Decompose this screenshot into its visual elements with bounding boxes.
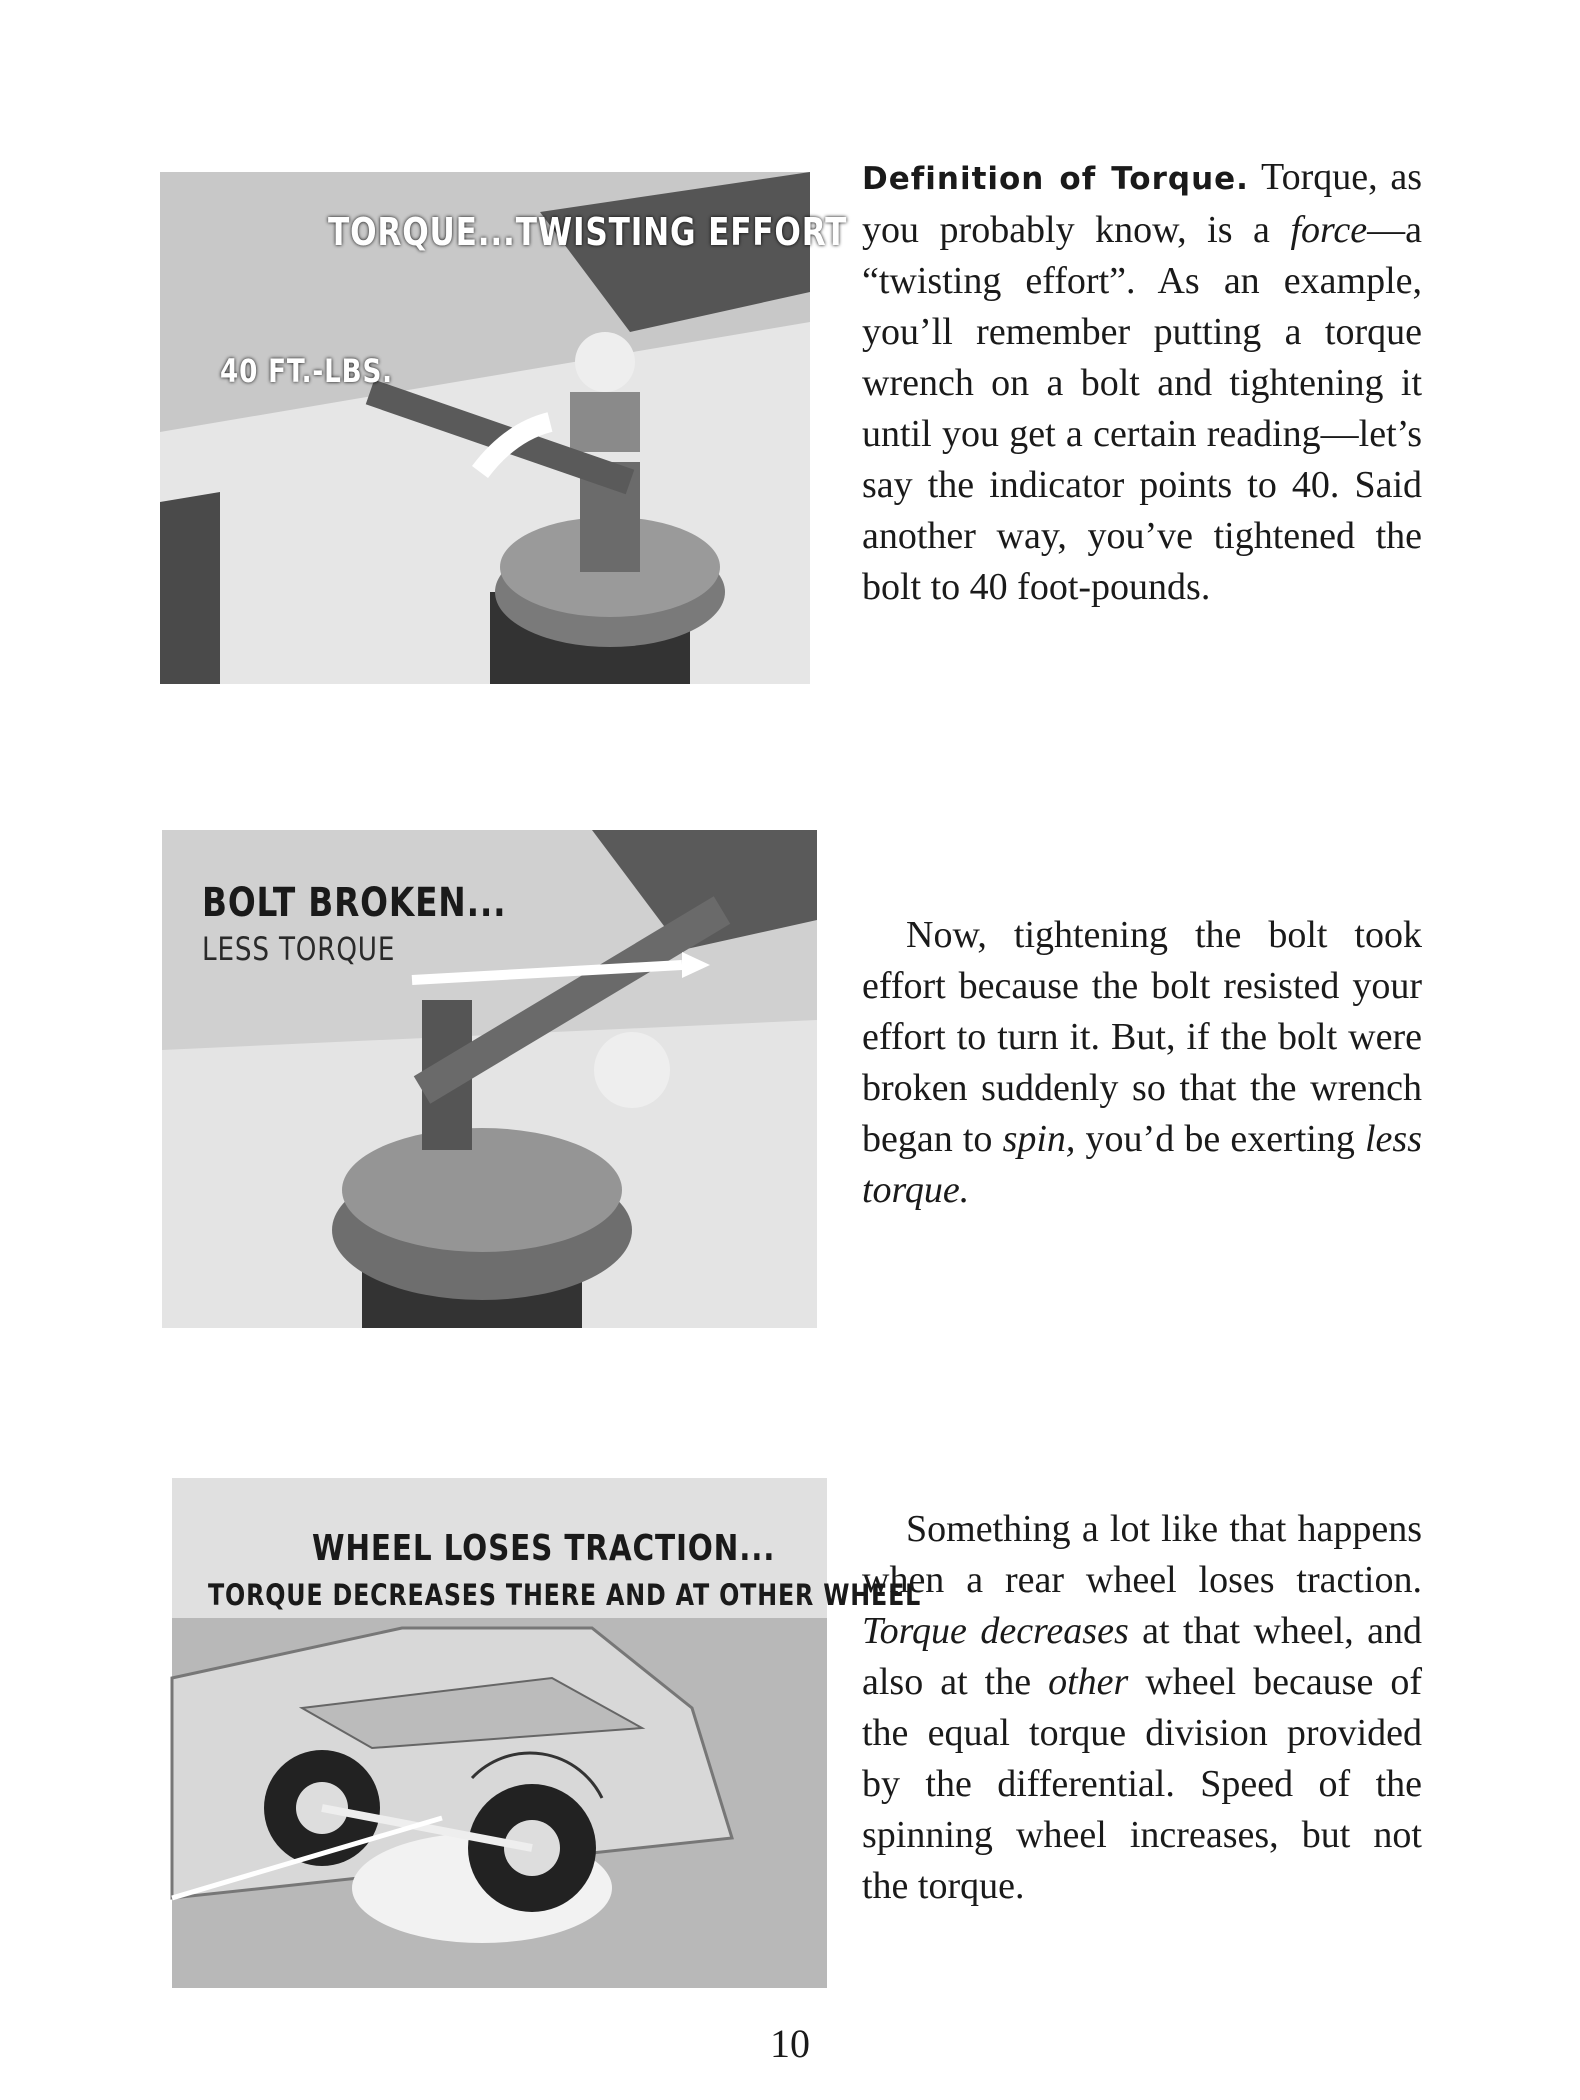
body-text: Now, tightening the bolt took effort because the bolt resisted your effort to turn it. But, if the bolt were broken suddenly so that the wrench began to bbox=[862, 914, 1422, 1160]
photo-caption-sub: LESS TORQUE bbox=[202, 930, 396, 968]
body-text: Something a lot like that happens when a rear wheel loses traction. bbox=[862, 1508, 1422, 1601]
wheel-traction-paragraph bbox=[862, 1504, 1422, 1912]
photo-caption-value: 40 FT.-LBS. bbox=[220, 352, 393, 390]
torque-twisting-effort-photo bbox=[160, 172, 848, 684]
photo-caption-sub: TORQUE DECREASES THERE AND AT OTHER WHEEL bbox=[208, 1578, 922, 1612]
wheel-loses-traction-photo bbox=[172, 1478, 922, 1988]
definition-of-torque-paragraph bbox=[862, 152, 1422, 613]
body-text: at that wheel, and also at the bbox=[862, 1610, 1422, 1703]
body-text: wheel because of the equal torque division provided by the differential. Speed of the spinning wheel increases, but not the torque. bbox=[862, 1661, 1423, 1907]
body-text-italic: force bbox=[1290, 209, 1368, 251]
bolt-broken-paragraph bbox=[862, 910, 1422, 1216]
page-number: 10 bbox=[770, 2021, 810, 2066]
body-text-italic: Torque decreases bbox=[862, 1610, 1129, 1652]
section-heading: Definition of Torque. bbox=[862, 161, 1249, 197]
photo-caption-main: WHEEL LOSES TRACTION... bbox=[312, 1528, 776, 1569]
photo-caption-main: BOLT BROKEN... bbox=[202, 880, 507, 926]
bolt-broken-photo bbox=[162, 830, 817, 1328]
body-text: Torque, as you probably know, is a bbox=[862, 156, 1422, 251]
body-text-italic: spin, bbox=[1002, 1118, 1076, 1160]
body-text: you’d be exerting bbox=[1075, 1118, 1365, 1160]
body-text-italic: less torque. bbox=[862, 1118, 1422, 1211]
body-text-italic: other bbox=[1048, 1661, 1129, 1703]
body-text: —a “twisting effort”. As an example, you’ll remember putting a torque wrench on a bolt and tightening it until you get a certain reading—let’s say the indicator points to 40. Said another way, you’ve tightened the bolt to 40 foot-pounds. bbox=[862, 209, 1422, 608]
photo-caption-main: TORQUE...TWISTING EFFORT bbox=[328, 210, 848, 254]
